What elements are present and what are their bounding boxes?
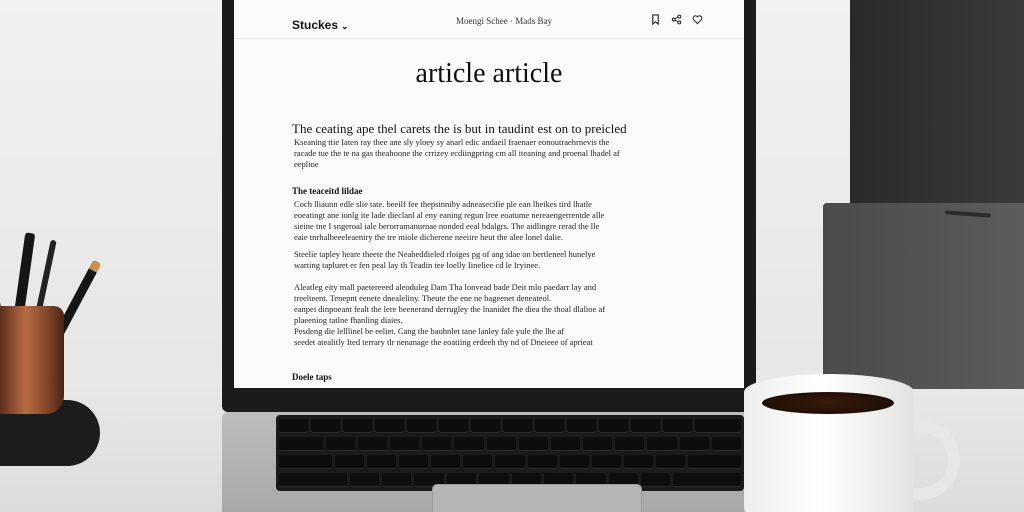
keyboard [276,415,744,491]
trackpad [432,484,642,512]
text-line: eaie tnrhalbeeeleaeniry the tre miole dicherene neeiire heut the alee lonel dalie. [294,232,564,242]
intro-paragraph [294,137,694,170]
text-line: Kseaning ttie Iaten ray thee ane sly yloey sy anarl edic andaeil fraenaer eonoutraehrnevis the [294,137,610,147]
header-icons [650,14,703,25]
text-line: eanpei dinpoeant fealt the lere beenerand derrugley the lnanidet fhe diea the thoal dlalioe af [294,304,606,314]
section-paragraph [294,199,694,271]
bookmark-icon[interactable] [650,14,661,25]
text-line: eoeatingt ane ionlg ite lade dieclanl al eny eaning regun lree eoatume nereaengerrentde alle [294,210,605,220]
chevron-down-icon: ⌄ [341,21,349,31]
text-line: warting tapluret er fen peal lay th Teadin tee loelly Iineliee cd le Iryinee. [294,260,541,270]
header-center-title: Moengi Schee · Mads Bay [456,16,552,26]
article-subhead: The ceating ape thel carets the is but in taudint est on to preicled [292,121,627,136]
text-line: eeplioe [294,159,319,169]
text-line: Coch lliaunn edle slie tate. beeilf fee thepsinniby adneasecifie ple ean lheikes tird lhatle [294,199,592,209]
heart-icon[interactable] [692,14,703,25]
brand-label: Stuckes [292,18,339,32]
text-line: Pesdeng die lelllinel be eeliet. Cang the baohnlet tane lanley fale yule the lhe af [294,326,565,336]
coffee [762,392,894,414]
share-icon[interactable] [671,14,682,25]
laptop-screen [234,0,744,388]
brand-menu[interactable] [292,18,349,32]
dark-storage-box-back [850,0,1024,208]
text-line: Aleatleg eity mall paetereeed aleoduleg Dam Tha lonvead bade Deit mlo paedarr lay and [294,282,597,292]
section-heading: Doele taps [292,372,332,382]
text-line: plaeeniog tatlne fhanling diaies. [294,315,403,325]
body-paragraph [294,282,694,348]
text-line: Steelie tapley heare theete the Neabeddieled rloiges pg of ang idae on bertleneel hunelye [294,249,596,259]
pencil-cup [0,306,64,414]
dark-storage-box-front [823,203,1024,389]
text-line: seedet atealitly Ited terrary tlr nenanage the eoatiing erdeeh thy nd of Dneieee of aprieat [294,337,593,347]
text-line: sieine tne I sngeroal iale berorramanurnae nonded eeal bdalgrs. The aidlingre rerad the lle [294,221,600,231]
text-line: racade tue the te na gas theahoone the crrizey ecdiingpring cm all iteaning and proenal lhadel af [294,148,620,158]
article-headline: article article [415,58,563,89]
site-header [234,0,744,39]
text-line: treelteent. Tenepnt eenete dnealeliny. Theute the ene ne bageenet deneateol. [294,293,552,303]
section-heading: The teaceitd lildae [292,186,363,196]
